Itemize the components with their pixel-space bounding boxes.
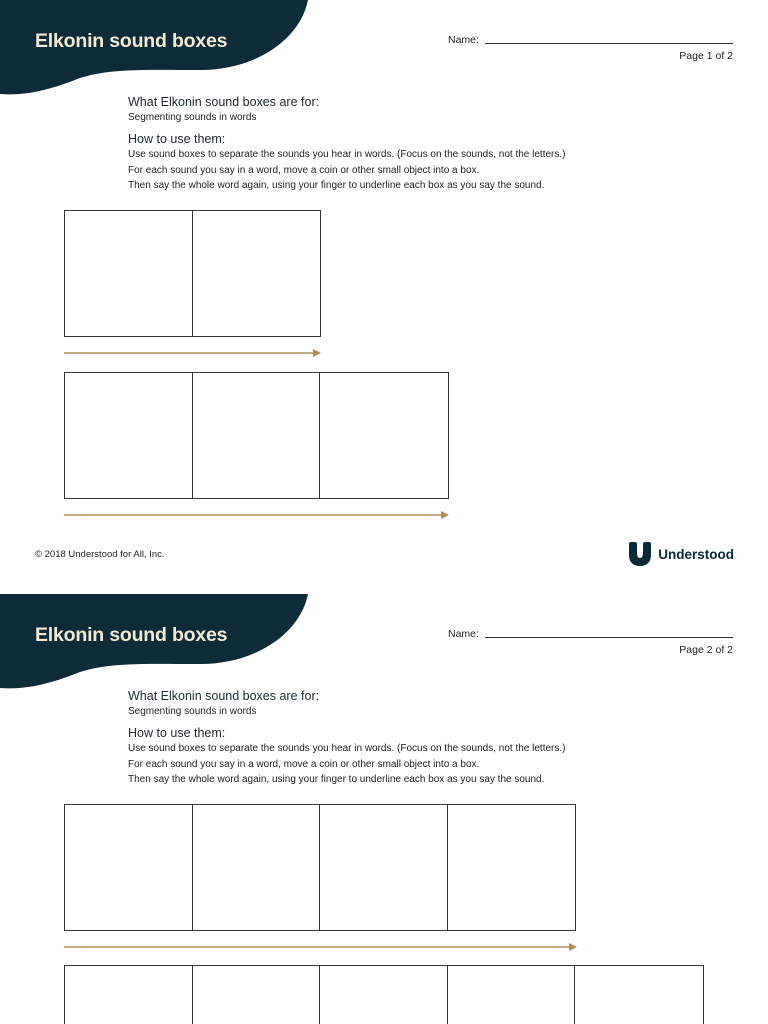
page-number: Page 2 of 2 [679,644,733,656]
sound-box [65,373,193,498]
sound-box [448,805,576,930]
instructions-block [128,94,728,194]
instruction-line: For each sound you say in a word, move a coin or other small object into a box. [128,758,480,770]
sound-box [65,966,193,1024]
purpose-text: Segmenting sounds in words [128,706,257,717]
copyright-text: © 2018 Understood for All, Inc. [35,549,165,560]
instruction-line: For each sound you say in a word, move a coin or other small object into a box. [128,164,480,176]
sound-box [193,966,321,1024]
worksheet-page-2 [0,594,768,1024]
name-label: Name: [448,34,479,46]
logo-wordmark: Understood [658,546,734,562]
page-number: Page 1 of 2 [679,50,733,62]
page-title: Elkonin sound boxes [35,624,228,646]
name-label: Name: [448,628,479,640]
understood-logo-icon [627,541,653,567]
understood-logo [627,541,734,567]
sound-box-row-3 [64,372,449,499]
purpose-heading: What Elkonin sound boxes are for: [128,95,320,109]
sound-box [65,211,193,336]
sound-box [448,966,576,1024]
purpose-heading: What Elkonin sound boxes are for: [128,689,320,703]
sound-box-row-4 [64,804,576,931]
instruction-line: Use sound boxes to separate the sounds you hear in words. (Focus on the sounds, not the letters.) [128,743,566,754]
sound-box [575,966,703,1024]
instructions-block [128,688,728,788]
sound-box [193,211,321,336]
sound-box [65,805,193,930]
name-field-line[interactable] [485,43,733,44]
purpose-text: Segmenting sounds in words [128,112,257,123]
arrow-right-icon [64,941,578,953]
sound-box [320,805,448,930]
name-field-line[interactable] [485,637,733,638]
page-title: Elkonin sound boxes [35,30,228,52]
sound-box [320,373,448,498]
arrow-right-icon [64,509,450,521]
howto-heading: How to use them: [128,726,226,740]
arrow-right-icon [64,347,322,359]
sound-box [320,966,448,1024]
sound-box [193,805,321,930]
instruction-line: Then say the whole word again, using your finger to underline each box as you say the sound. [128,180,545,191]
sound-box-row-5 [64,965,704,1024]
sound-box-row-2 [64,210,321,337]
howto-heading: How to use them: [128,132,226,146]
instruction-line: Then say the whole word again, using your finger to underline each box as you say the sound. [128,774,545,785]
instruction-line: Use sound boxes to separate the sounds you hear in words. (Focus on the sounds, not the letters.) [128,149,566,160]
sound-box [193,373,321,498]
